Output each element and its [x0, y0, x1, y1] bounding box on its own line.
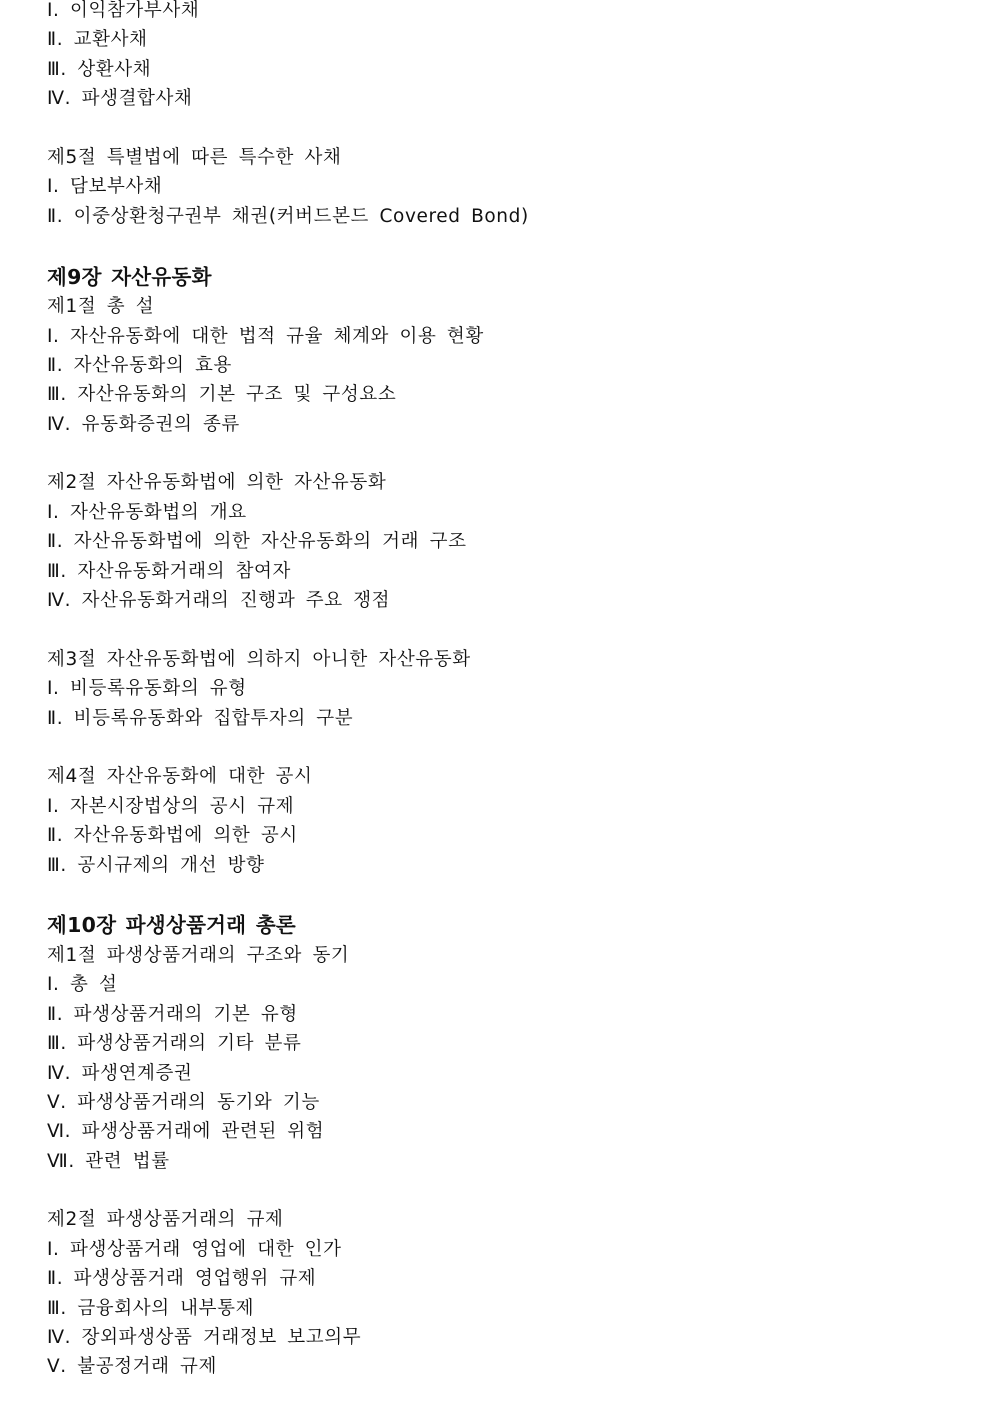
table-of-contents	[47, 0, 947, 1382]
paragraph-spacer	[47, 880, 947, 911]
toc-item: Ⅲ. 상환사채	[47, 58, 152, 80]
toc-item: Ⅰ. 비등록유동화의 유형	[47, 678, 247, 700]
toc-item: Ⅱ. 파생상품거래의 기본 유형	[47, 1003, 298, 1025]
paragraph-spacer	[47, 733, 947, 762]
chapter-heading: 제9장 자산유동화	[47, 264, 212, 289]
toc-item: Ⅳ. 자산유동화거래의 진행과 주요 쟁점	[47, 590, 391, 612]
toc-item: Ⅲ. 금융회사의 내부통제	[47, 1297, 255, 1319]
section-heading: 제2절 파생상품거래의 규제	[47, 1209, 284, 1231]
section-heading: 제1절 파생상품거래의 구조와 동기	[47, 944, 350, 966]
section-heading: 제4절 자산유동화에 대한 공시	[47, 766, 313, 788]
toc-item: Ⅲ. 자산유동화의 기본 구조 및 구성요소	[47, 384, 397, 406]
toc-item: Ⅰ. 파생상품거래 영업에 대한 인가	[47, 1238, 342, 1260]
toc-item: Ⅱ. 자산유동화의 효용	[47, 354, 232, 376]
toc-item: Ⅶ. 관련 법률	[47, 1150, 170, 1172]
toc-item: Ⅴ. 불공정거래 규제	[47, 1356, 217, 1378]
toc-item: Ⅰ. 이익참가부사채	[47, 0, 200, 21]
chapter-heading: 제10장 파생상품거래 총론	[47, 913, 297, 938]
toc-item: Ⅲ. 공시규제의 개선 방향	[47, 854, 265, 876]
toc-item: Ⅰ. 총 설	[47, 974, 118, 996]
toc-item: Ⅵ. 파생상품거래에 관련된 위험	[47, 1121, 325, 1143]
toc-item: Ⅱ. 자산유동화법에 의한 자산유동화의 거래 구조	[47, 531, 467, 553]
toc-item: Ⅰ. 자산유동화에 대한 법적 규율 체계와 이용 현황	[47, 325, 484, 347]
paragraph-spacer	[47, 439, 947, 468]
paragraph-spacer	[47, 615, 947, 644]
section-heading: 제2절 자산유동화법에 의한 자산유동화	[47, 472, 387, 494]
paragraph-spacer	[47, 231, 947, 262]
toc-item: Ⅳ. 파생결합사채	[47, 88, 193, 110]
toc-item: Ⅰ. 담보부사채	[47, 176, 163, 198]
toc-item: Ⅱ. 비등록유동화와 집합투자의 구분	[47, 707, 354, 729]
section-heading: 제3절 자산유동화법에 의하지 아니한 자산유동화	[47, 648, 471, 670]
toc-item: Ⅱ. 이중상환청구권부 채권(커버드본드 Covered Bond)	[47, 205, 529, 227]
toc-item: Ⅲ. 자산유동화거래의 참여자	[47, 560, 291, 582]
toc-item: Ⅱ. 자산유동화법에 의한 공시	[47, 825, 298, 847]
toc-item: Ⅳ. 파생연계증권	[47, 1062, 193, 1084]
toc-item: Ⅳ. 장외파생상품 거래정보 보고의무	[47, 1327, 362, 1349]
toc-item: Ⅱ. 교환사채	[47, 29, 148, 51]
section-heading: 제1절 총 설	[47, 296, 155, 318]
paragraph-spacer	[47, 114, 947, 143]
paragraph-spacer	[47, 1176, 947, 1205]
toc-item: Ⅴ. 파생상품거래의 동기와 기능	[47, 1091, 320, 1113]
toc-item: Ⅱ. 파생상품거래 영업행위 규제	[47, 1268, 317, 1290]
section-heading: 제5절 특별법에 따른 특수한 사채	[47, 146, 342, 168]
toc-item: Ⅳ. 유동화증권의 종류	[47, 413, 240, 435]
toc-item: Ⅰ. 자산유동화법의 개요	[47, 501, 247, 523]
toc-item: Ⅲ. 파생상품거래의 기타 분류	[47, 1033, 302, 1055]
toc-item: Ⅰ. 자본시장법상의 공시 규제	[47, 795, 295, 817]
